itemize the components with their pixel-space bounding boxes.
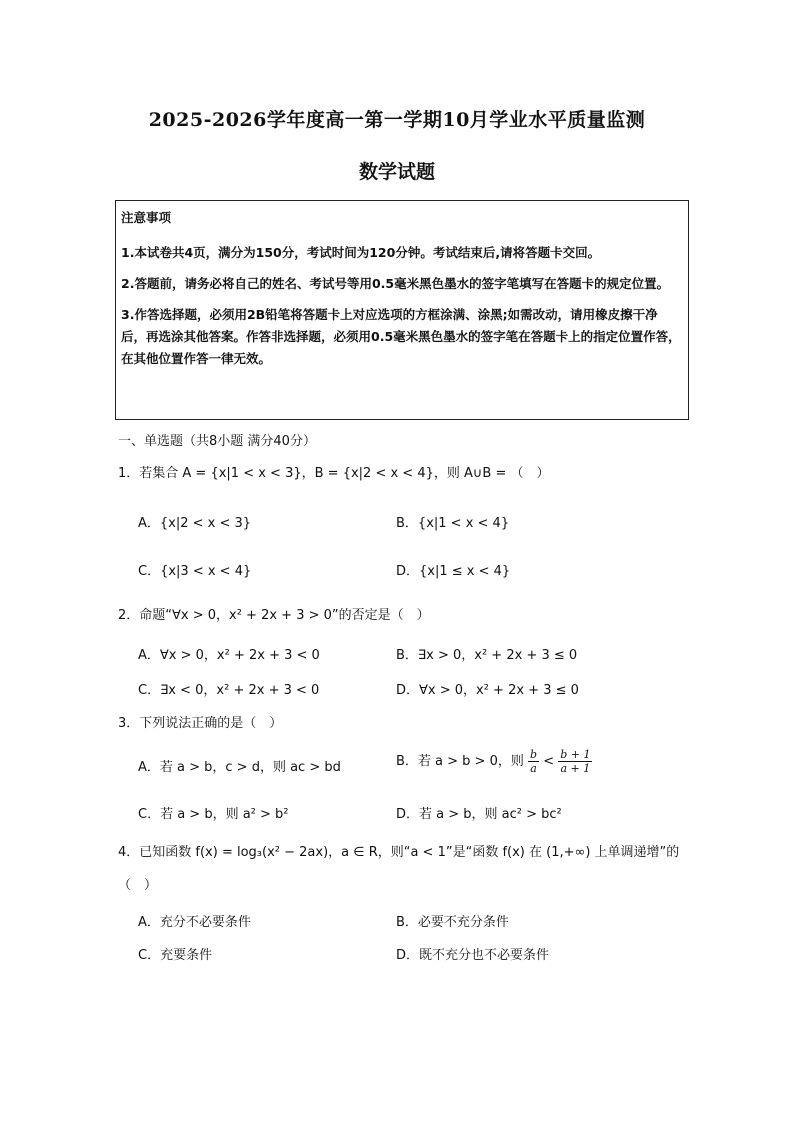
question-4-option-a[interactable]: A．充分不必要条件 — [138, 915, 251, 930]
exam-subject: 数学试题 — [358, 161, 435, 183]
question-3-option-d[interactable]: D．若 a > b，则 ac² > bc² — [396, 807, 562, 822]
question-2-option-c[interactable]: C．∃x < 0，x² + 2x + 3 < 0 — [138, 683, 320, 698]
less-than-sign: < — [543, 754, 555, 769]
question-2-stem: 2．命题“∀x > 0，x² + 2x + 3 > 0”的否定是（ ） — [118, 608, 430, 623]
notice-heading: 注意事项 — [121, 210, 172, 225]
question-1-option-c[interactable]: C．{x|3 < x < 4} — [138, 564, 252, 579]
notice-item-1: 1.本试卷共4页，满分为150分，考试时间为120分钟。考试结束后,请将答题卡交回。 — [121, 245, 601, 260]
question-1-stem: 1．若集合 A = {x|1 < x < 3}，B = {x|2 < x < 4}，则 A∪B = （ ） — [118, 466, 550, 481]
fraction-b-over-a: $\frac{b}{a}$ — [530, 748, 538, 775]
question-2-option-b[interactable]: B．∃x > 0，x² + 2x + 3 ≤ 0 — [396, 648, 578, 663]
question-4-stem-line1: 4．已知函数 f(x) = log₃(x² − 2ax)，a ∈ R，则“a < 1”是“函数 f(x) 在 (1,+∞) 上单调递增”的 — [118, 845, 680, 860]
question-3-stem: 3．下列说法正确的是（ ） — [118, 716, 283, 731]
question-1-option-d[interactable]: D．{x|1 ≤ x < 4} — [396, 564, 511, 579]
question-3-option-a[interactable]: A．若 a > b，c > d，则 ac > bd — [138, 760, 341, 775]
question-4-option-b[interactable]: B．必要不充分条件 — [396, 915, 509, 930]
section-heading: 一、单选题（共8小题 满分40分） — [118, 434, 316, 449]
question-4-option-c[interactable]: C．充要条件 — [138, 948, 213, 963]
question-2-option-a[interactable]: A．∀x > 0，x² + 2x + 3 < 0 — [138, 648, 320, 663]
notice-item-2: 2.答题前，请务必将自己的姓名、考试号等用0.5毫米黑色墨水的签字笔填写在答题卡的规定位置。 — [121, 276, 670, 291]
question-4-option-d[interactable]: D．既不充分也不必要条件 — [396, 948, 550, 963]
question-2-option-d[interactable]: D．∀x > 0，x² + 2x + 3 ≤ 0 — [396, 683, 579, 698]
question-3-option-c[interactable]: C．若 a > b，则 a² > b² — [138, 807, 289, 822]
question-3-option-b-text: B．若 a > b > 0，则 — [396, 754, 524, 769]
question-1-option-a[interactable]: A．{x|2 < x < 3} — [138, 516, 252, 531]
notice-box — [115, 200, 689, 420]
question-1-option-b[interactable]: B．{x|1 < x < 4} — [396, 516, 510, 531]
question-3-option-b[interactable] — [396, 748, 592, 775]
exam-title: 2025-2026学年度高一第一学期10月学业水平质量监测 — [148, 109, 646, 131]
question-4-stem-line2: （ ） — [118, 878, 158, 893]
fraction-b1-over-a1: $\frac{b + 1}{a + 1}$ — [560, 748, 591, 775]
notice-item-3: 3.作答选择题，必须用2B铅笔将答题卡上对应选项的方框涂满、涂黑;如需改动，请用橡皮擦干净后，再选涂其他答案。作答非选择题，必须用0.5毫米黑色墨水的签字笔在答题卡上的指定位置作答，在其他位置作答一律无效。 — [121, 307, 681, 366]
